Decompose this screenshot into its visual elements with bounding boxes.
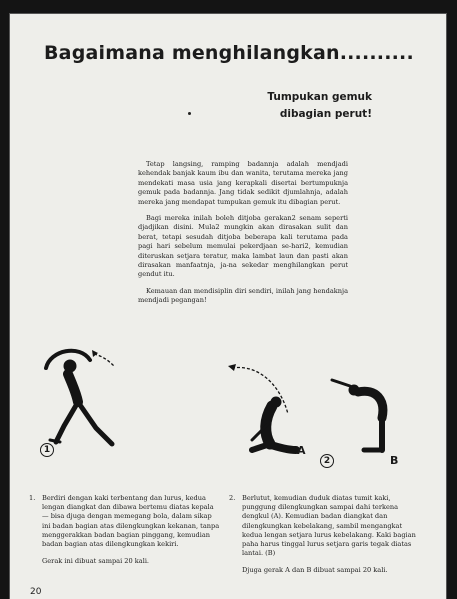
caption-2 — [229, 494, 420, 576]
paragraph: Kemauan dan mendisiplin diri sendiri, inilah jang hendaknja mendjadi pegangan! — [138, 286, 349, 305]
step-2-marker: 2 — [320, 454, 334, 468]
caption-1-number: 1. — [29, 494, 36, 502]
figure-1-standing-bend — [36, 344, 156, 454]
subtitle-line-1: Tumpukan gemuk — [267, 91, 372, 103]
article-subtitle — [267, 89, 372, 123]
paragraph: Bagi mereka inilah boleh ditjoba gerakan2 senam seperti djadjikan disini. Mula2 mungkin akan dirasakan sulit dan berat, tetapi sesudah ditjoba beberapa kali terutama pada pagi hari sebelum memulai pekerdjaan se-hari2, kemudian diteruskan setjara teratur, maka lambat laun dan pasti akan dirasakan manfaatnja, ja-na sekedar menghilangkan perut gendut itu. — [138, 214, 348, 279]
page-number: 20 — [30, 587, 42, 597]
caption-2-repeat: Djuga gerak A dan B dibuat sampai 20 kali. — [242, 566, 388, 575]
article-body — [138, 160, 348, 313]
ink-speck — [188, 112, 191, 115]
figure-label-a: A — [297, 444, 306, 457]
magazine-page — [10, 14, 446, 599]
caption-1 — [29, 494, 222, 566]
paragraph: Tetap langsing, ramping badannja adalah mendjadi kehendak banjak kaum ibu dan wanita, terutama mereka jang mendekati masa usia jang kerapkali disertai bertumpuknja gemuk pada badannja. Jang tidak sedikit djumlahnja, adalah mereka jang mendapat tumpukan gemuk itu dibagian perut. — [138, 160, 348, 206]
figure-2b-back-arch — [328, 352, 408, 462]
caption-2-number: 2. — [229, 494, 236, 502]
subtitle-line-2: dibagian perut! — [279, 108, 372, 120]
figure-2a-kneeling-bend — [218, 354, 328, 464]
caption-1-text: Berdiri dengan kaki terbentang dan lurus, kedua lengan diangkat dan dibawa bertemu diatas kepala — bisa djuga dengan memegang bola, dalam sikap ini badan bagian atas dilengkungkan kekanan, tanpa menggerakkan badan bagian pinggang, kemudian badan bagian atas dilengkungkan kekiri. — [42, 494, 220, 549]
exercise-illustrations — [10, 344, 446, 484]
caption-2-text: Berlutut, kemudian duduk diatas tumit kaki, punggung dilengkungkan sampai dahi terkena dengkul (A). Kemudian badan diangkat dan dilengkungkan kebelakang, sambil mengangkat kedua lengan setjara lurus kebelakang. Kaki bagian paha harus tinggal lurus setjara garis tegak diatas lantai. (B) — [242, 494, 416, 558]
article-title: Bagaimana menghilangkan.......... — [44, 42, 414, 64]
step-1-marker: 1 — [40, 443, 54, 457]
figure-label-b: B — [390, 454, 399, 467]
caption-1-repeat: Gerak ini dibuat sampai 20 kali. — [42, 557, 150, 566]
